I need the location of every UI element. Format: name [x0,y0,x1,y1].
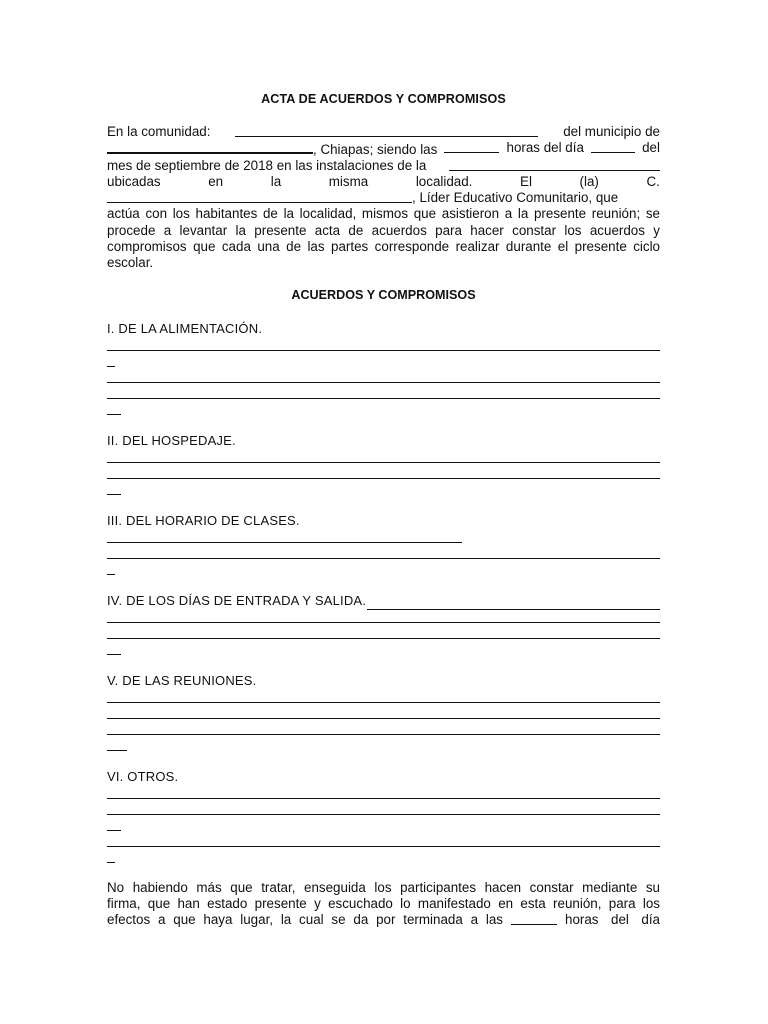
fill-line[interactable] [107,386,660,402]
closing-text: horas del día [565,912,660,928]
section-heading: II. DEL HOSPEDAJE. [107,432,236,448]
fill-line[interactable] [107,626,660,642]
municipality-blank[interactable] [107,140,313,154]
community-blank[interactable] [235,124,538,137]
end-hour-blank[interactable] [511,912,557,925]
intro-word: la [270,174,282,190]
section-heading: III. DEL HORARIO DE CLASES. [107,512,300,528]
section-heading: VI. OTROS. [107,768,179,784]
fill-line[interactable] [107,610,660,626]
fill-line[interactable] [107,530,660,546]
fill-line[interactable] [107,370,660,386]
fill-line[interactable] [107,834,660,850]
hour-blank[interactable] [444,140,499,153]
section-hospedaje [107,432,660,498]
closing-line-2 [107,896,660,912]
day-blank[interactable] [591,140,635,153]
section-horario [107,512,660,578]
intro-line-4 [107,174,660,190]
fill-line[interactable] [107,466,660,482]
intro-line-2 [107,140,660,158]
closing-text: No habiendo más que tratar, enseguida los participantes hacen constar mediante su [107,879,660,895]
fill-line-tail [107,642,660,658]
intro-word: localidad. [415,174,473,190]
fill-line-tail [107,482,660,498]
section-dias [107,592,660,658]
fill-line-tail [107,354,660,370]
intro-text: horas del día [506,140,584,156]
section-heading: IV. DE LOS DÍAS DE ENTRADA Y SALIDA. [107,592,367,608]
intro-word: C. [646,174,660,190]
intro-word: en [208,174,224,190]
closing-line-3 [107,912,660,928]
fill-line-tail [107,562,660,578]
fill-line[interactable] [107,546,660,562]
fill-line[interactable] [107,722,660,738]
facility-blank[interactable] [449,158,660,171]
fill-line-tail [107,850,660,866]
fill-line[interactable] [107,786,660,802]
intro-word: misma [328,174,369,190]
intro-text: del municipio de [563,124,660,139]
intro-text: En la comunidad: [107,124,211,139]
leader-name-blank[interactable] [107,190,412,203]
section-reuniones [107,672,660,754]
closing-paragraph [107,880,660,928]
intro-paragraph [107,124,660,271]
fill-line[interactable] [367,596,660,610]
fill-line-tail [107,402,660,418]
fill-line[interactable] [107,338,660,354]
fill-line-tail [107,818,660,834]
intro-text: del [642,140,660,156]
intro-rest: actúa con los habitantes de la localidad, mismos que asistieron a la presente reunión; se procede a levantar la presente acta de acuerdos para hacer constar los acuerdos y compromisos que cada una de las partes corresponde realizar durante el presente ciclo escolar. [107,206,660,270]
intro-word: (la) [579,174,599,190]
closing-text: efectos a que haya lugar, la cual se da por terminada a las [107,912,503,928]
fill-line[interactable] [107,802,660,818]
section-alimentacion [107,320,660,418]
fill-line[interactable] [107,450,660,466]
intro-text: , Chiapas; siendo las [313,142,438,158]
fill-line[interactable] [107,690,660,706]
intro-text: mes de septiembre de 2018 en las instalaciones de la [107,158,427,174]
intro-line-5 [107,190,660,206]
section-heading-row [107,592,660,610]
closing-line-1 [107,880,660,896]
section-subtitle: ACUERDOS Y COMPROMISOS [291,287,476,302]
fill-line[interactable] [107,706,660,722]
fill-line-tail [107,738,660,754]
section-heading: V. DE LAS REUNIONES. [107,672,257,688]
section-otros [107,768,660,866]
document-title: ACTA DE ACUERDOS Y COMPROMISOS [261,92,506,106]
section-heading: I. DE LA ALIMENTACIÓN. [107,320,263,336]
intro-line-1 [107,124,660,140]
intro-line-3 [107,158,660,174]
intro-word: ubicadas [107,174,161,190]
intro-text: , Líder Educativo Comunitario, que [412,190,619,206]
intro-word: El [520,174,532,190]
closing-text: firma, que han estado presente y escuchado lo manifestado en esta reunión, para los [107,895,660,911]
